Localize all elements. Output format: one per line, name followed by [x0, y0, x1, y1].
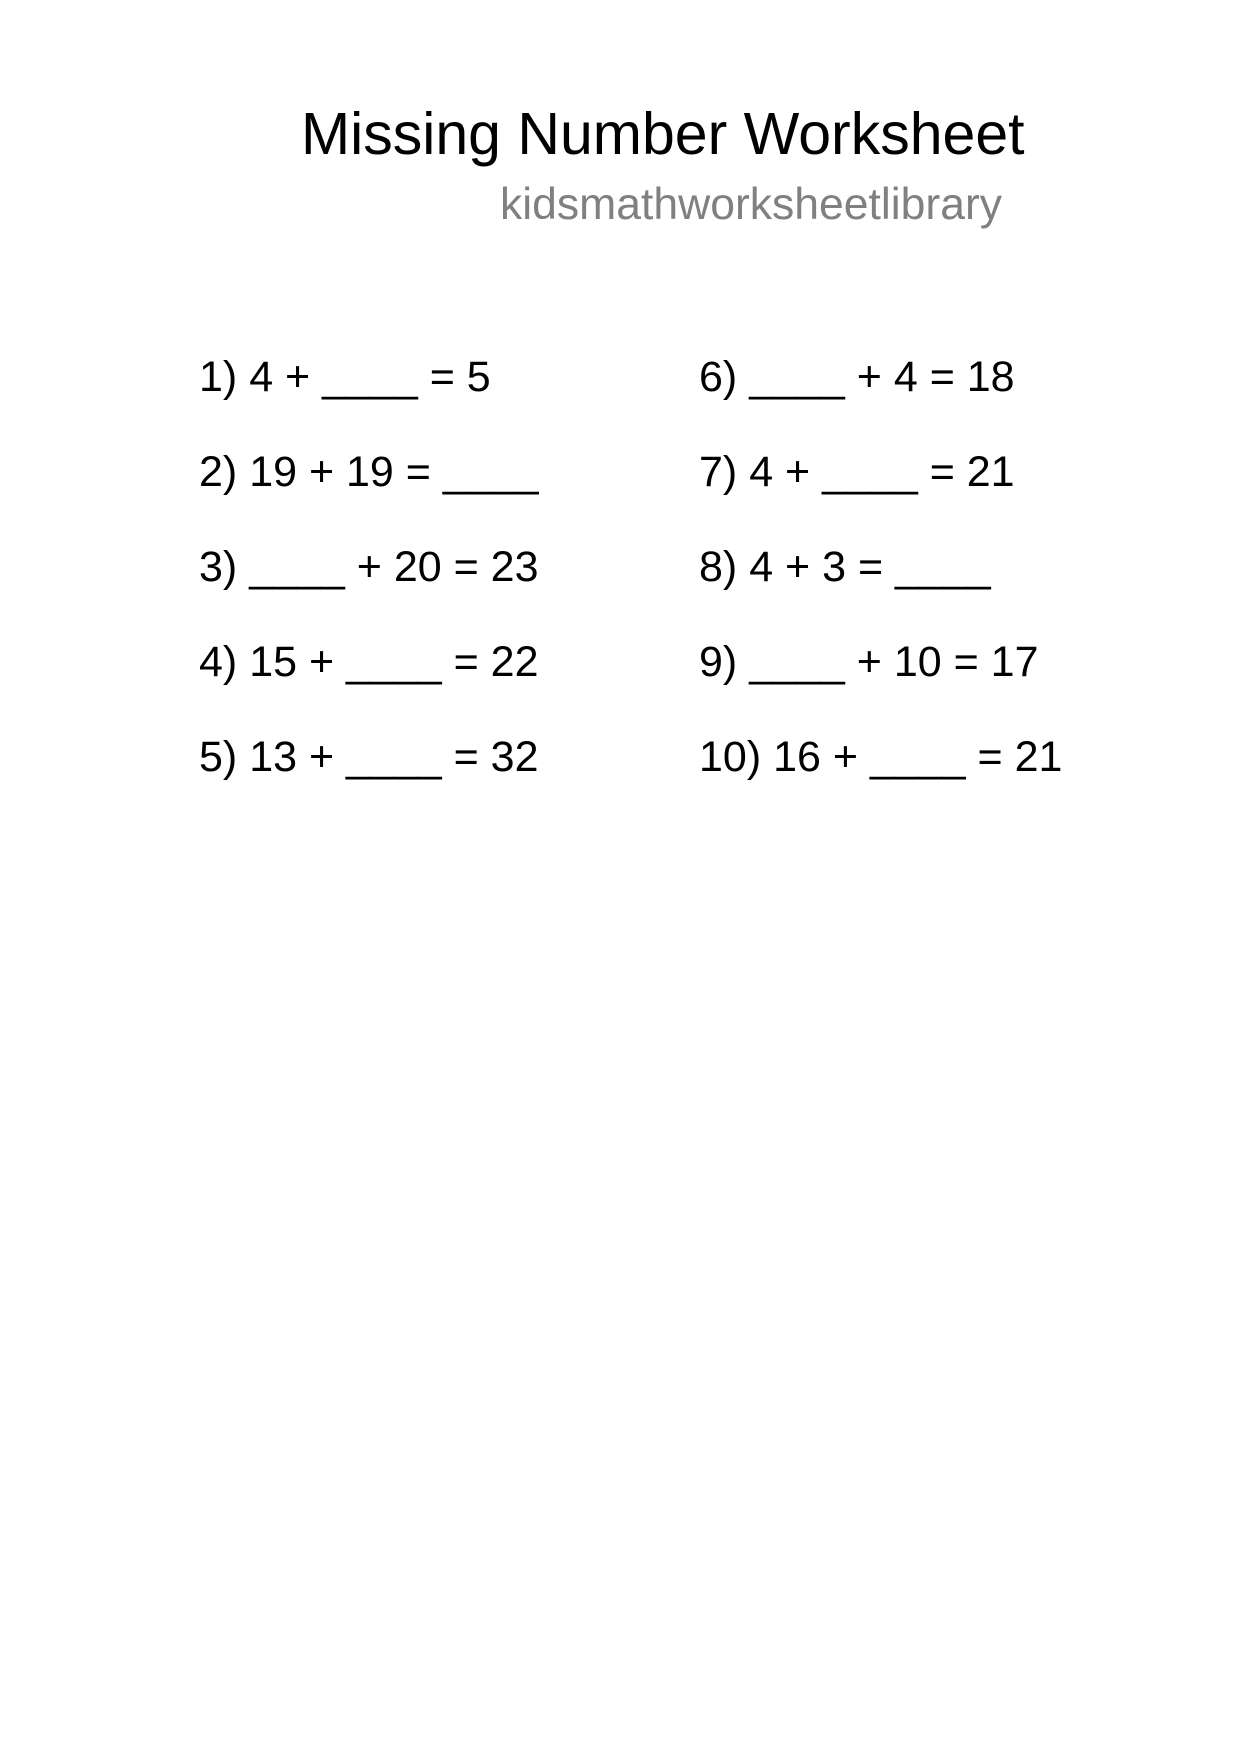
problem-expression: 15 + ____ = 22: [249, 638, 539, 686]
problem-number: 4): [199, 638, 238, 686]
problem-number: 3): [199, 543, 238, 591]
problem-expression: 13 + ____ = 32: [249, 733, 539, 781]
problem-expression: ____ + 4 = 18: [749, 353, 1015, 401]
problem-expression: 4 + ____ = 21: [749, 448, 1015, 496]
problem-item: [699, 543, 991, 591]
problem-item: [699, 448, 1015, 496]
problem-number: 10): [699, 733, 762, 781]
problem-number: 5): [199, 733, 238, 781]
problem-item: [199, 448, 539, 496]
problem-expression: ____ + 20 = 23: [249, 543, 539, 591]
problem-item: [199, 638, 539, 686]
problem-number: 6): [699, 353, 738, 401]
problem-number: 8): [699, 543, 738, 591]
problem-number: 7): [699, 448, 738, 496]
problem-item: [199, 733, 539, 781]
problem-expression: 4 + ____ = 5: [249, 353, 491, 401]
page-title: Missing Number Worksheet: [301, 101, 1025, 167]
problem-item: [699, 638, 1039, 686]
problem-item: [699, 353, 1015, 401]
problem-item: [199, 353, 491, 401]
problem-number: 1): [199, 353, 238, 401]
problem-expression: 19 + 19 = ____: [249, 448, 539, 496]
problem-expression: 16 + ____ = 21: [773, 733, 1063, 781]
problem-item: [199, 543, 539, 591]
site-name-subtitle: kidsmathworksheetlibrary: [500, 180, 1003, 229]
problem-item: [699, 733, 1063, 781]
problem-number: 2): [199, 448, 238, 496]
problem-number: 9): [699, 638, 738, 686]
problem-expression: 4 + 3 = ____: [749, 543, 991, 591]
problem-expression: ____ + 10 = 17: [749, 638, 1039, 686]
